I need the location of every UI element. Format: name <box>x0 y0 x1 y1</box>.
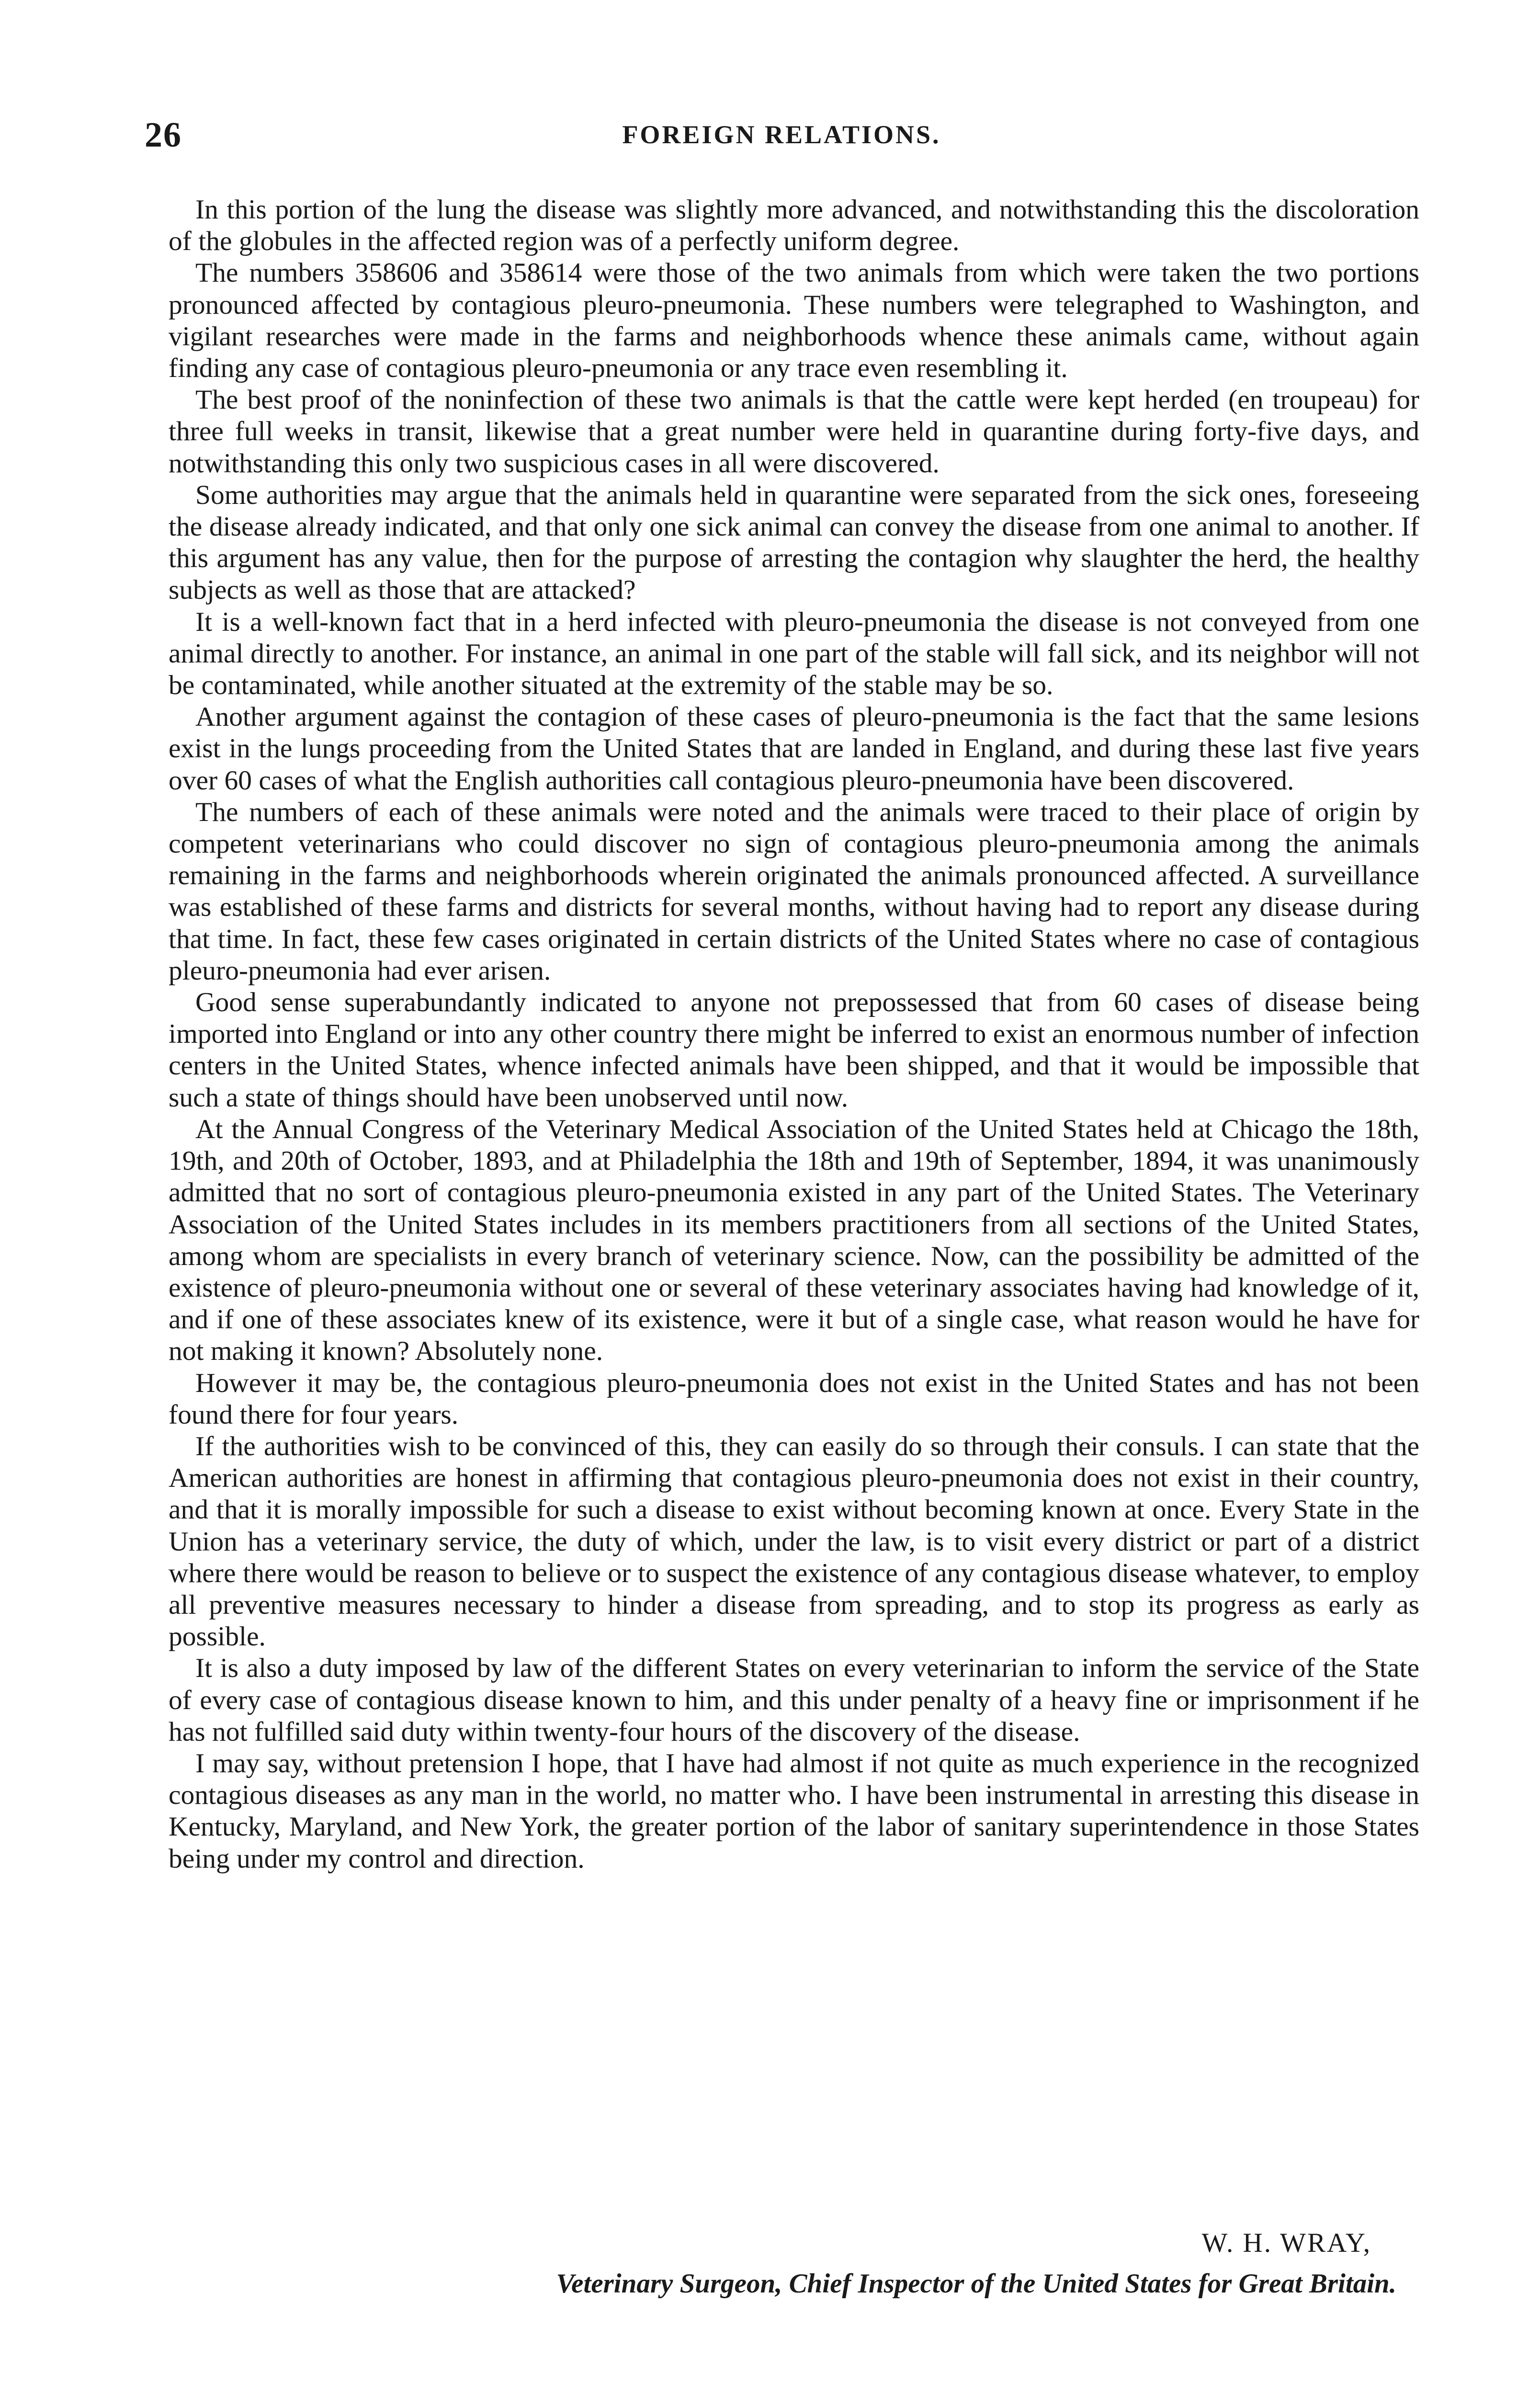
paragraph: The numbers of each of these animals were noted and the animals were traced to their place of origin by competent veterinarians who could discover no sign of contagious pleuro-pneumonia among the animals remaining in the farms and neighborhoods wherein originated the animals pronounced affected. A surveillance was established of these farms and districts for several months, without having had to report any disease during that time. In fact, these few cases originated in certain districts of the United States where no case of contagious pleuro-pneumonia had ever arisen. <box>169 797 1419 986</box>
page-number: 26 <box>145 115 182 155</box>
paragraph: Another argument against the contagion of these cases of pleuro-pneumonia is the fact that the same lesions exist in the lungs proceeding from the United States that are landed in England, and during these last five years over 60 cases of what the English authorities call contagious pleuro-pneumonia have been discovered. <box>169 702 1419 796</box>
signature-title: Veterinary Surgeon, Chief Inspector of the United States for Great Britain. <box>556 2269 1396 2299</box>
signature-name: W. H. WRAY, <box>1201 2228 1371 2258</box>
paragraph: In this portion of the lung the disease was slightly more advanced, and notwithstanding this the discoloration of the globules in the affected region was of a perfectly uniform degree. <box>169 194 1419 257</box>
paragraph: The numbers 358606 and 358614 were those of the two animals from which were taken the two portions pronounced affected by contagious pleuro-pneumonia. These numbers were telegraphed to Washington, and vigilant researches were made in the farms and neighborhoods whence these animals came, without again finding any case of contagious pleuro-pneumonia or any trace even resembling it. <box>169 258 1419 384</box>
paragraph: Some authorities may argue that the animals held in quarantine were separated from the sick ones, foreseeing the disease already indicated, and that only one sick animal can convey the disease from one animal to another. If this argument has any value, then for the purpose of arresting the contagion why slaughter the herd, the healthy subjects as well as those that are attacked? <box>169 479 1419 605</box>
paragraph: However it may be, the contagious pleuro-pneumonia does not exist in the United States and has not been found there for four years. <box>169 1368 1419 1430</box>
running-title: FOREIGN RELATIONS. <box>622 120 941 149</box>
paragraph: I may say, without pretension I hope, that I have had almost if not quite as much experience in the recognized contagious diseases as any man in the world, no matter who. I have been instrumental in arresting this disease in Kentucky, Maryland, and New York, the greater portion of the labor of sanitary superintendence in those States being under my control and direction. <box>169 1748 1419 1874</box>
paragraph: If the authorities wish to be convinced of this, they can easily do so through their consuls. I can state that the American authorities are honest in affirming that contagious pleuro-pneumonia does not exist in their country, and that it is morally impossible for such a disease to exist without becoming known at once. Every State in the Union has a veterinary service, the duty of which, under the law, is to visit every district or part of a district where there would be reason to believe or to suspect the existence of any contagious disease whatever, to employ all preventive measures necessary to hinder a disease from spreading, and to stop its progress as early as possible. <box>169 1431 1419 1652</box>
paragraph: The best proof of the noninfection of these two animals is that the cattle were kept herded (en troupeau) for three full weeks in transit, likewise that a great number were held in quarantine during forty-five days, and notwithstanding this only two suspicious cases in all were discovered. <box>169 385 1419 479</box>
paragraph: At the Annual Congress of the Veterinary Medical Association of the United States held at Chicago the 18th, 19th, and 20th of October, 1893, and at Philadelphia the 18th and 19th of September, 1894, it was unanimously admitted that no sort of contagious pleuro-pneumonia existed in any part of the United States. The Veterinary Association of the United States includes in its members practitioners from all sections of the United States, among whom are specialists in every branch of veterinary science. Now, can the possibility be admitted of the existence of pleuro-pneumonia without one or several of these veterinary associates having had knowledge of it, and if one of these associates knew of its existence, were it but of a single case, what reason would he have for not making it known? Absolutely none. <box>169 1114 1419 1367</box>
paragraph: Good sense superabundantly indicated to anyone not prepossessed that from 60 cases of disease being imported into England or into any other country there might be inferred to exist an enormous number of infection centers in the United States, whence infected animals have been shipped, and that it would be impossible that such a state of things should have been unobserved until now. <box>169 987 1419 1113</box>
paragraph: It is also a duty imposed by law of the different States on every veterinarian to inform the service of the State of every case of contagious disease known to him, and this under penalty of a heavy fine or imprisonment if he has not fulfilled said duty within twenty-four hours of the discovery of the disease. <box>169 1653 1419 1747</box>
running-head <box>145 115 1418 158</box>
paragraph: It is a well-known fact that in a herd infected with pleuro-pneumonia the disease is not conveyed from one animal directly to another. For instance, an animal in one part of the stable will fall sick, and its neighbor will not be contaminated, while another situated at the extremity of the stable may be so. <box>169 606 1419 701</box>
body-text <box>169 194 1419 1875</box>
